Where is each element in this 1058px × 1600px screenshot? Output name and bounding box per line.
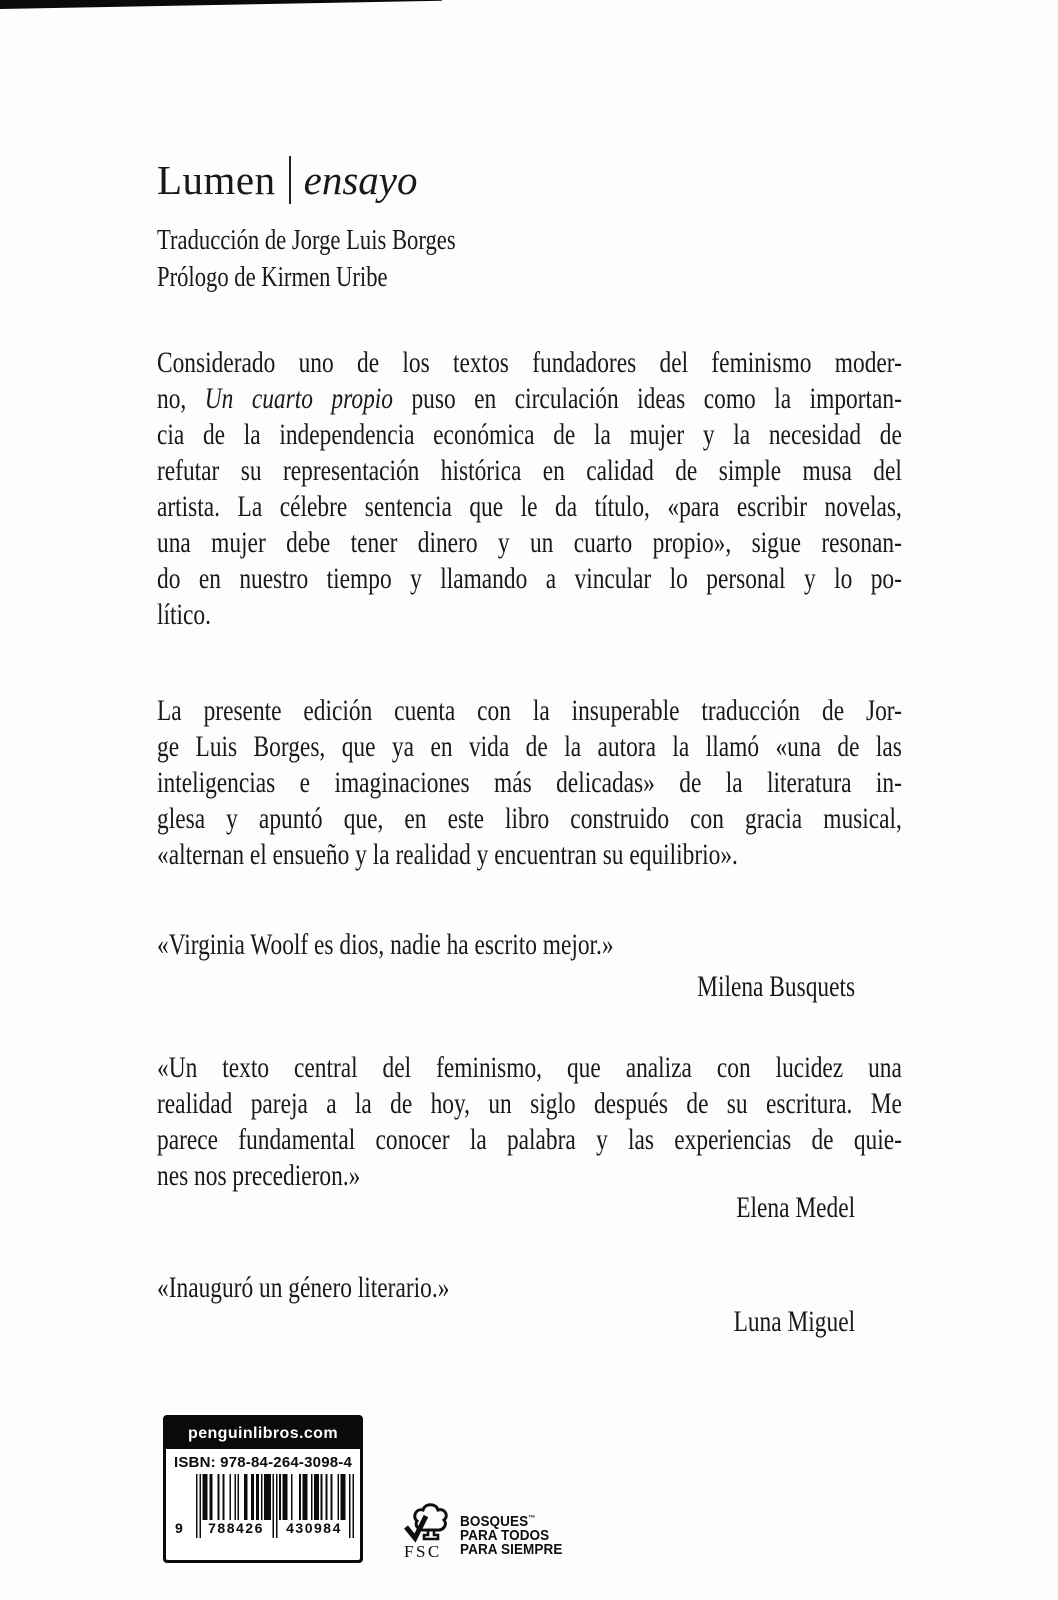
fsc-tree-checkmark-icon	[402, 1500, 454, 1544]
collection-name: ensayo	[303, 157, 418, 203]
synopsis-line: artista. La célebre sentencia que le da título, «para escribir novelas,	[157, 490, 902, 523]
fsc-certification-mark	[402, 1500, 578, 1566]
fsc-tagline-line3: PARA SIEMPRE	[460, 1541, 563, 1558]
brand-divider	[289, 156, 291, 204]
ean13-barcode	[172, 1472, 354, 1546]
review-quote-2	[157, 1050, 902, 1194]
fsc-tagline-line2: PARA TODOS	[460, 1526, 550, 1544]
synopsis-line: La presente edición cuenta con la insuperable traducción de Jor-	[157, 694, 902, 727]
publisher-logo: Lumen	[157, 157, 276, 203]
synopsis-line: do en nuestro tiempo y llamando a vincular lo personal y lo po-	[157, 562, 902, 595]
quote-line: parece fundamental conocer la palabra y las experiencias de quie-	[157, 1123, 902, 1156]
review-author-1: Milena Busquets	[697, 970, 856, 1003]
isbn-number: ISBN: 978-84-264-3098-4	[173, 1454, 353, 1471]
review-author-2: Elena Medel	[736, 1191, 856, 1224]
barcode-digits	[172, 1520, 354, 1538]
publisher-website: penguinlibros.com	[188, 1424, 338, 1442]
synopsis-line: refutar su representación histórica en calidad de simple musa del	[157, 454, 902, 487]
fsc-tagline-line1: BOSQUES™	[460, 1512, 536, 1530]
scan-edge-artifact	[0, 0, 442, 9]
trademark-symbol: ™	[528, 1515, 536, 1523]
synopsis-line: glesa y apuntó que, en este libro construido con gracia musical,	[157, 802, 902, 835]
credits	[157, 222, 902, 296]
synopsis-line: inteligencias e imaginaciones más delicadas» de la literatura in-	[157, 766, 902, 799]
review-quote-3: «Inauguró un género literario.»	[157, 1271, 450, 1304]
synopsis-paragraph-2	[157, 693, 902, 873]
translation-credit: Traducción de Jorge Luis Borges	[157, 224, 456, 256]
review-quote-1: «Virginia Woolf es dios, nadie ha escrito mejor.»	[157, 928, 614, 961]
synopsis-line: una mujer debe tener dinero y un cuarto propio», sigue resonan-	[157, 526, 902, 559]
synopsis-line: «alternan el ensueño y la realidad y encuentran su equilibrio».	[157, 838, 738, 871]
quote-line: realidad pareja a la de hoy, un siglo después de su escritura. Me	[157, 1087, 902, 1120]
synopsis-line: Considerado uno de los textos fundadores del feminismo moder-	[157, 346, 902, 379]
fsc-tagline	[460, 1514, 562, 1556]
synopsis-line: cia de la independencia económica de la mujer y la necesidad de	[157, 418, 902, 451]
book-title-italic: Un cuarto propio	[204, 382, 393, 415]
synopsis-line: ge Luis Borges, que ya en vida de la autora la llamó «una de las	[157, 730, 902, 763]
fsc-acronym: FSC	[404, 1542, 442, 1561]
publisher-brand	[157, 156, 418, 204]
barcode-panel	[166, 1449, 360, 1560]
review-author-3: Luna Miguel	[733, 1305, 856, 1338]
barcode-digit-group1: 788426	[201, 1520, 271, 1536]
quote-line: «Un texto central del feminismo, que analiza con lucidez una	[157, 1051, 902, 1084]
synopsis-line: lítico.	[157, 598, 211, 631]
synopsis-line-part: puso en circulación ideas como la importan-	[392, 382, 902, 415]
synopsis-paragraph-1	[157, 345, 902, 633]
prologue-credit: Prólogo de Kirmen Uribe	[157, 261, 388, 293]
quote-line: nes nos precedieron.»	[157, 1159, 361, 1192]
synopsis-line-part: no,	[157, 382, 205, 415]
barcode-digit-group2: 430984	[279, 1520, 349, 1536]
isbn-barcode-label	[163, 1415, 363, 1563]
barcode-digit-lead: 9	[175, 1520, 183, 1536]
synopsis-line	[157, 381, 902, 417]
